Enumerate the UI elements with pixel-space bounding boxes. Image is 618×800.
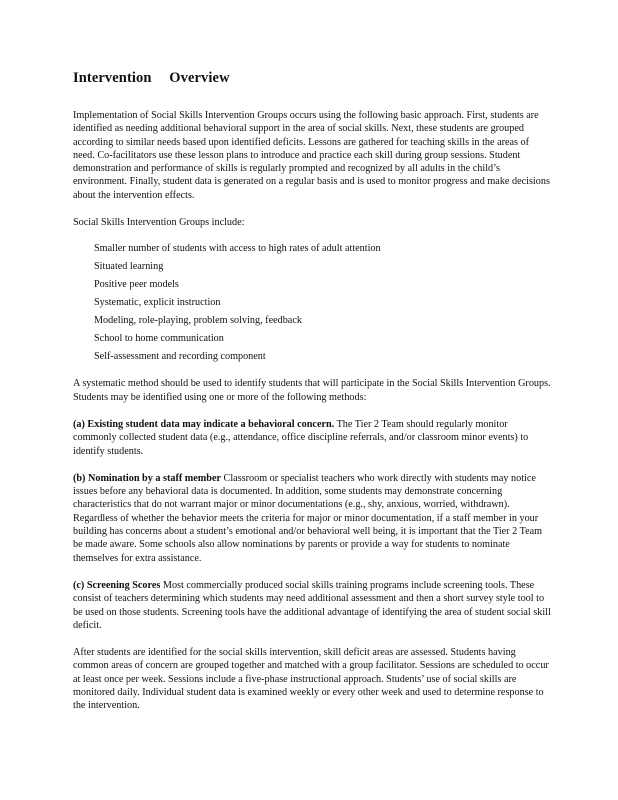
method-a-paragraph (73, 418, 553, 458)
bullet-icon (81, 242, 94, 255)
bullet-icon (81, 278, 94, 291)
method-c-heading: (c) Screening Scores (73, 579, 161, 591)
bullet-icon (81, 314, 94, 327)
list-item: Modeling, role-playing, problem solving, feedback (81, 314, 553, 327)
list-item: Positive peer models (81, 278, 553, 291)
bullet-icon (81, 332, 94, 345)
method-a-heading: (a) Existing student data may indicate a behavioral concern. (73, 418, 335, 430)
list-item: School to home communication (81, 332, 553, 345)
document-body (73, 70, 553, 713)
list-item: Self-assessment and recording component (81, 350, 553, 363)
list-item: Systematic, explicit instruction (81, 296, 553, 309)
page-title: Intervention Overview (73, 70, 230, 86)
list-item: Smaller number of students with access to high rates of adult attention (81, 242, 553, 255)
list-item: Situated learning (81, 260, 553, 273)
intro-paragraph: Implementation of Social Skills Intervention Groups occurs using the following basic approach. First, students are identified as needing additional behavioral support in the area of social skills. Next, these students are grouped according to similar needs based upon identified deficits. Lessons are gathered for teaching skills in the areas of need. Co-facilitators use these lesson plans to introduce and practice each skill during group sessions. Student demonstration and performance of skills is regularly prompted and recognized by all adults in the child’s environment. Finally, student data is generated on a regular basis and is used to monitor progress and make decisions about the intervention effects. (73, 110, 550, 201)
bullet-icon (81, 296, 94, 309)
closing-paragraph: After students are identified for the social skills intervention, skill deficit areas are assessed. Students having common areas of concern are grouped together and matched with a group facilitator. Sessions are scheduled to occur at least once per week. Sessions include a five-phase instructional approach. Students’ use of social skills are monitored daily. Individual student data is examined weekly or every other week and used to determine response to the intervention. (73, 647, 549, 712)
bullet-icon (81, 260, 94, 273)
method-intro-paragraph: A systematic method should be used to identify students that will participate in the Social Skills Intervention Groups. Students may be identified using one or more of the following methods: (73, 378, 551, 403)
include-lead: Social Skills Intervention Groups include: (73, 217, 245, 229)
method-c-text: Most commercially produced social skills training programs include screening tools. These consist of teachers determining which students may need additional assessment and then a short survey style tool to be used on those students. Screening tools have the additional advantage of identifying the area of student social skill deficit. (73, 579, 551, 631)
method-b-text: Classroom or specialist teachers who work directly with students may notice issues before any behavioral data is documented. In addition, some students may demonstrate concerning characteristics that do not warrant major or minor documentations (e.g., shy, anxious, worried, withdrawn). Regardless of whether the behavior meets the criteria for major or minor documentation, if a staff member in your building has concerns about a student’s emotional and/or behavioral well being, it is important that the Tier 2 Team be made aware. Some schools also allow nominations by parents or provide a way for students to nominate themselves for extra assistance. (73, 472, 543, 564)
method-c-paragraph (73, 579, 553, 632)
method-b-heading: (b) Nomination by a staff member (73, 472, 221, 484)
method-a-text: The Tier 2 Team should regularly monitor commonly collected student data (e.g., attendance, office discipline referrals, and/or classroom minor events) to identify students. (73, 418, 529, 457)
method-b-paragraph (73, 472, 553, 565)
bullet-icon (81, 350, 94, 363)
bullet-list (81, 242, 553, 363)
